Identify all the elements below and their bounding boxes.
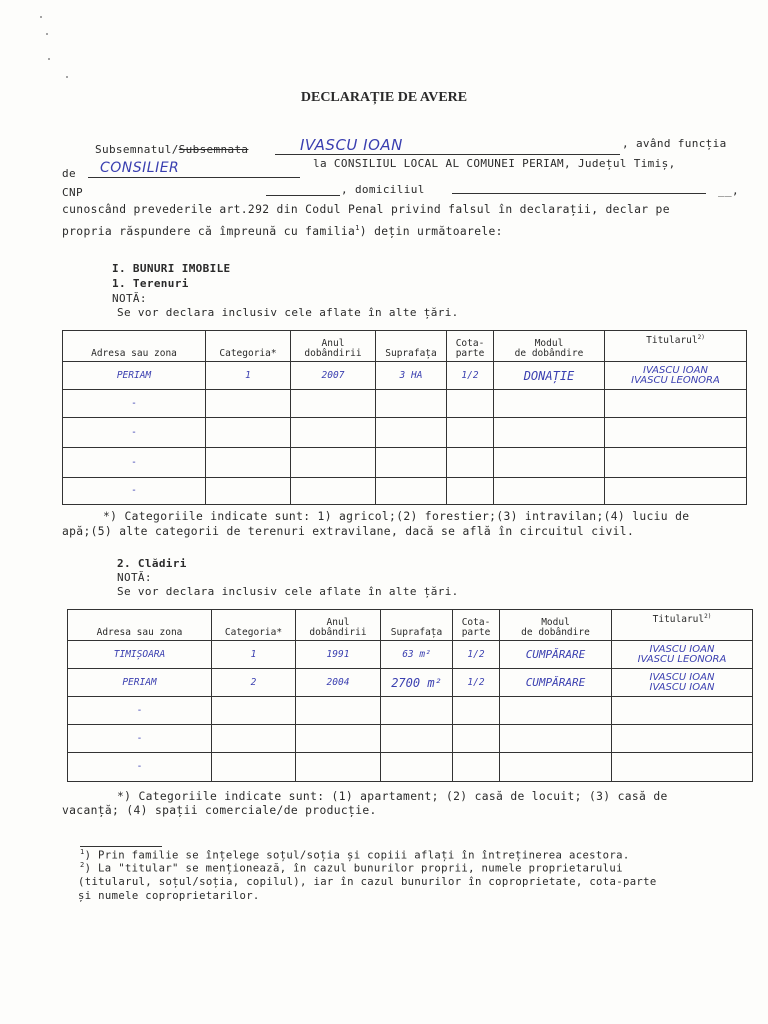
- footnote-2-line2: (titularul, soțul/soția, copilul), iar în cazul bunurilor în coproprietate, cota-parte: [78, 876, 657, 888]
- nota-text: Se vor declara inclusiv cele aflate în alte țări.: [117, 306, 459, 319]
- cell-cota[interactable]: [453, 725, 500, 753]
- col-modul: Modul de dobândire: [500, 610, 612, 641]
- cell-modul[interactable]: [494, 390, 605, 418]
- cell-adresa[interactable]: -: [63, 418, 206, 448]
- cell-anul[interactable]: [296, 753, 381, 782]
- cell-anul[interactable]: [296, 725, 381, 753]
- table-row: [63, 362, 747, 390]
- cell-anul[interactable]: 1991: [296, 641, 381, 669]
- cell-categoria[interactable]: 1: [206, 362, 291, 390]
- cnp-line: [266, 195, 340, 196]
- cell-modul[interactable]: CUMPĂRARE: [500, 669, 612, 697]
- domiciliu-line: [452, 193, 706, 194]
- cell-suprafata[interactable]: [376, 478, 447, 505]
- table-row: [68, 697, 753, 725]
- table-row: [68, 725, 753, 753]
- cell-modul[interactable]: CUMPĂRARE: [500, 641, 612, 669]
- cell-anul[interactable]: [291, 478, 376, 505]
- cell-adresa[interactable]: -: [63, 448, 206, 478]
- cell-anul[interactable]: [291, 448, 376, 478]
- footnote-2-line3: și numele coproprietarilor.: [78, 890, 260, 902]
- table-row: [63, 448, 747, 478]
- cell-categoria[interactable]: [206, 448, 291, 478]
- table-row: [63, 390, 747, 418]
- cell-anul[interactable]: 2007: [291, 362, 376, 390]
- la-text: la CONSILIUL LOCAL AL COMUNEI PERIAM, Județul Timiș,: [313, 157, 676, 170]
- subsemnatul-label: Subsemnatul/Subsemnata: [95, 143, 249, 156]
- table-row: [63, 418, 747, 448]
- scan-speck: [46, 33, 48, 35]
- cell-cota[interactable]: [447, 390, 494, 418]
- col-categoria: Categoria*: [206, 331, 291, 362]
- table-header-row: [63, 331, 747, 362]
- col-suprafata: Suprafața: [381, 610, 453, 641]
- cell-categoria[interactable]: [212, 753, 296, 782]
- cell-titular[interactable]: [605, 390, 747, 418]
- declaration-paragraph-line1: cunoscând prevederile art.292 din Codul Penal privind falsul în declarații, declar pe: [62, 203, 670, 216]
- col-titular: Titularul$^{2)}$: [605, 331, 747, 362]
- cell-anul[interactable]: [291, 390, 376, 418]
- cell-suprafata[interactable]: [376, 418, 447, 448]
- cell-cota[interactable]: 1/2: [453, 641, 500, 669]
- cell-cota[interactable]: [447, 478, 494, 505]
- scan-speck: [66, 76, 68, 78]
- table-header-row: [68, 610, 753, 641]
- avand-functia-text: , având funcția: [622, 137, 727, 150]
- terenuri-subheading: 1. Terenuri: [112, 277, 189, 290]
- footnote-1: $^1$) Prin familie se înțelege soțul/soția și copiii aflați în întreținerea acestora.: [80, 848, 630, 862]
- cell-suprafata[interactable]: [381, 753, 453, 782]
- cnp-label: CNP: [62, 186, 83, 199]
- table-row: [63, 478, 747, 505]
- cell-titular[interactable]: IVASCU IOAN IVASCU LEONORA: [605, 362, 747, 390]
- cell-categoria[interactable]: [206, 478, 291, 505]
- cell-adresa[interactable]: PERIAM: [68, 669, 212, 697]
- declaration-paragraph-line2: propria răspundere că împreună cu familia$^1$) dețin următoarele:: [62, 224, 503, 238]
- function-line: [88, 177, 300, 178]
- col-categoria: Categoria*: [212, 610, 296, 641]
- cell-categoria[interactable]: [212, 697, 296, 725]
- cell-adresa[interactable]: -: [63, 390, 206, 418]
- cell-cota[interactable]: [447, 418, 494, 448]
- scan-speck: [48, 58, 50, 60]
- name-line: [275, 154, 620, 155]
- cell-categoria[interactable]: [206, 390, 291, 418]
- cell-anul[interactable]: 2004: [296, 669, 381, 697]
- table-row: [68, 641, 753, 669]
- terenuri-note-line2: apă;(5) alte categorii de terenuri extravilane, dacă se află în circuitul civil.: [62, 525, 635, 538]
- cell-titular[interactable]: [605, 448, 747, 478]
- cladiri-note-line1: *) Categoriile indicate sunt: (1) apartament; (2) casă de locuit; (3) casă de: [117, 790, 668, 803]
- footnote-separator: [80, 846, 162, 847]
- cell-modul[interactable]: [494, 418, 605, 448]
- name-handwritten[interactable]: IVASCU IOAN: [300, 136, 403, 154]
- cell-titular[interactable]: [612, 753, 753, 782]
- cell-titular[interactable]: [612, 697, 753, 725]
- col-adresa: Adresa sau zona: [63, 331, 206, 362]
- scan-speck: [40, 16, 42, 18]
- footnote-2: $^2$) La "titular" se menționează, în cazul bunurilor proprii, numele proprietarului: [80, 861, 623, 875]
- col-cota: Cota- parte: [447, 331, 494, 362]
- nota-label: NOTĂ:: [112, 292, 147, 305]
- cell-cota[interactable]: [453, 753, 500, 782]
- cell-adresa[interactable]: -: [68, 697, 212, 725]
- cell-suprafata[interactable]: [381, 725, 453, 753]
- nota-text: Se vor declara inclusiv cele aflate în alte țări.: [117, 585, 459, 598]
- terenuri-note-line1: *) Categoriile indicate sunt: 1) agricol;(2) forestier;(3) intravilan;(4) luciu de: [103, 510, 690, 523]
- cell-cota[interactable]: 1/2: [453, 669, 500, 697]
- cell-suprafata[interactable]: [376, 448, 447, 478]
- col-adresa: Adresa sau zona: [68, 610, 212, 641]
- cell-modul[interactable]: [494, 448, 605, 478]
- cladiri-note-line2: vacanță; (4) spații comerciale/de producție.: [62, 804, 377, 817]
- de-label: de: [62, 167, 76, 180]
- cell-cota[interactable]: [447, 448, 494, 478]
- cell-categoria[interactable]: [212, 725, 296, 753]
- cell-categoria[interactable]: [206, 418, 291, 448]
- cell-titular[interactable]: IVASCU IOAN IVASCU IOAN: [612, 669, 753, 697]
- cell-titular[interactable]: [605, 418, 747, 448]
- col-cota: Cota- parte: [453, 610, 500, 641]
- cell-adresa[interactable]: PERIAM: [63, 362, 206, 390]
- cell-suprafata[interactable]: 63 m²: [381, 641, 453, 669]
- document-title: DECLARAȚIE DE AVERE: [300, 90, 468, 105]
- col-suprafata: Suprafața: [376, 331, 447, 362]
- cell-modul[interactable]: [500, 753, 612, 782]
- cladiri-table: [67, 609, 753, 782]
- col-titular: Titularul$^{2)}$: [612, 610, 753, 641]
- cell-adresa[interactable]: TIMIȘOARA: [68, 641, 212, 669]
- terenuri-table: [62, 330, 747, 505]
- domiciliul-label: , domiciliul: [341, 183, 425, 196]
- col-modul: Modul de dobândire: [494, 331, 605, 362]
- cell-categoria[interactable]: 1: [212, 641, 296, 669]
- table-row: [68, 669, 753, 697]
- end-mark: __,: [718, 184, 739, 197]
- section1-heading: I. BUNURI IMOBILE: [112, 262, 231, 275]
- cell-suprafata[interactable]: 3 HA: [376, 362, 447, 390]
- cell-modul[interactable]: [494, 478, 605, 505]
- nota-label: NOTĂ:: [117, 571, 152, 584]
- cell-titular[interactable]: IVASCU IOAN IVASCU LEONORA: [612, 641, 753, 669]
- cladiri-subheading: 2. Clădiri: [117, 557, 187, 570]
- cell-suprafata[interactable]: 2700 m²: [381, 669, 453, 697]
- col-anul: Anul dobândirii: [291, 331, 376, 362]
- function-handwritten[interactable]: CONSILIER: [100, 160, 180, 176]
- cell-cota[interactable]: 1/2: [447, 362, 494, 390]
- cell-titular[interactable]: [612, 725, 753, 753]
- cell-categoria[interactable]: 2: [212, 669, 296, 697]
- cell-adresa[interactable]: -: [68, 725, 212, 753]
- cell-modul[interactable]: DONAȚIE: [494, 362, 605, 390]
- cell-cota[interactable]: [453, 697, 500, 725]
- cell-modul[interactable]: [500, 697, 612, 725]
- table-row: [68, 753, 753, 782]
- cell-adresa[interactable]: -: [68, 753, 212, 782]
- cell-adresa[interactable]: -: [63, 478, 206, 505]
- col-anul: Anul dobândirii: [296, 610, 381, 641]
- cell-suprafata[interactable]: [381, 697, 453, 725]
- cell-modul[interactable]: [500, 725, 612, 753]
- cell-anul[interactable]: [291, 418, 376, 448]
- cell-anul[interactable]: [296, 697, 381, 725]
- cell-suprafata[interactable]: [376, 390, 447, 418]
- cell-titular[interactable]: [605, 478, 747, 505]
